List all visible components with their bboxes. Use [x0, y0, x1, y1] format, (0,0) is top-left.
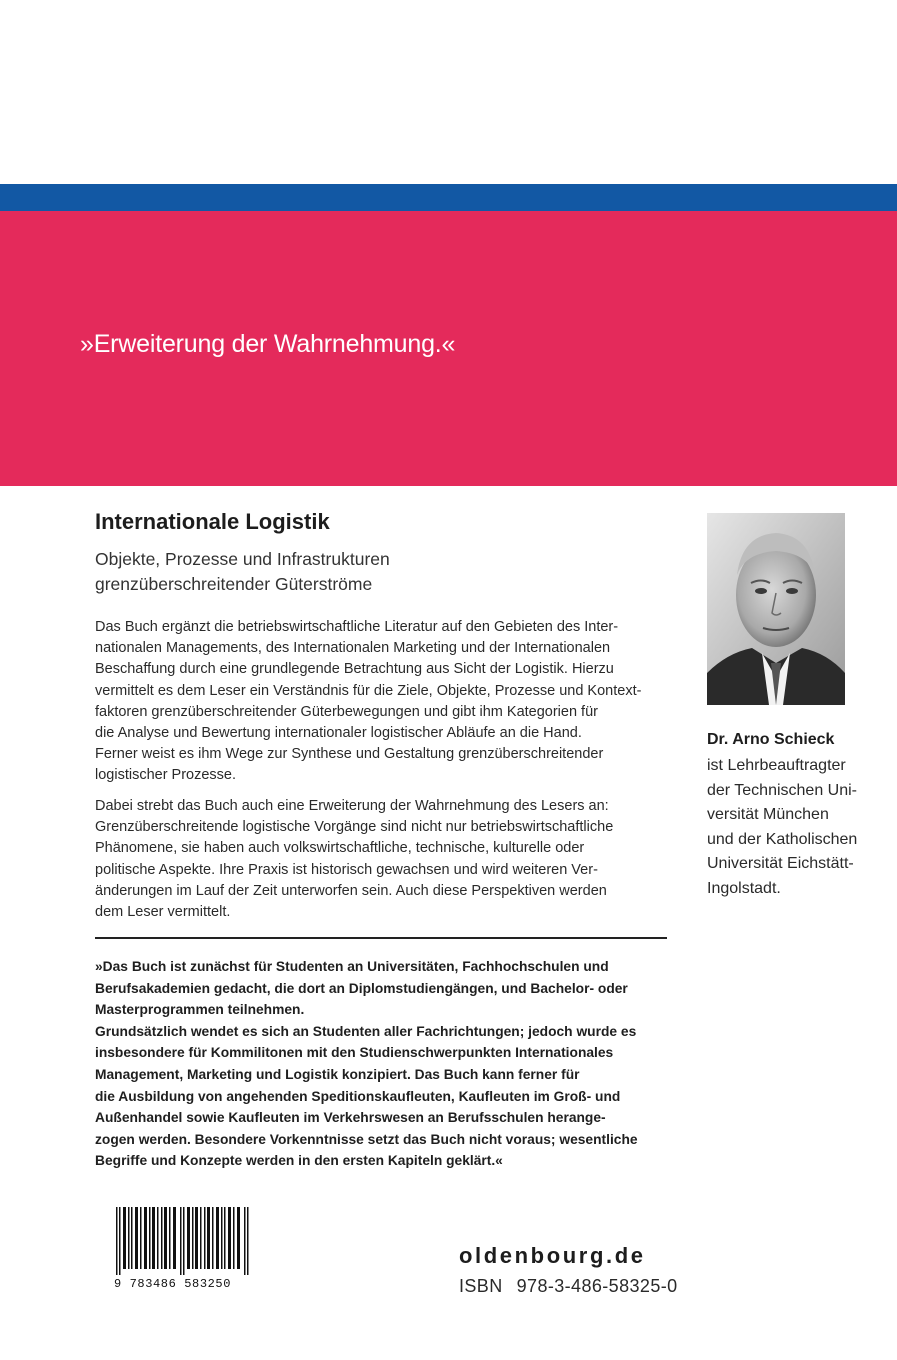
- quote-line: Berufsakademien gedacht, die dort an Diplomstudiengängen, und Bachelor- oder: [95, 980, 628, 996]
- description-paragraph-1: [95, 617, 670, 787]
- bio-line: versität München: [707, 806, 829, 823]
- quote-line: Begriffe und Konzepte werden in den ersten Kapiteln geklärt.«: [95, 1153, 503, 1169]
- author-name: Dr. Arno Schieck: [707, 731, 835, 748]
- isbn-barcode: [114, 1207, 252, 1293]
- quote-line: die Ausbildung von angehenden Speditionskaufleuten, Kaufleuten im Groß- und: [95, 1088, 621, 1104]
- text-line: Phänomene, sie haben auch volkswirtschaftliche, technische, kulturelle oder: [95, 840, 585, 857]
- text-line: Dabei strebt das Buch auch eine Erweiterung der Wahrnehmung des Lesers an:: [95, 798, 609, 814]
- author-photo-illustration: [707, 513, 845, 705]
- book-title: Internationale Logistik: [95, 509, 330, 534]
- quote-line: »Das Buch ist zunächst für Studenten an Universitäten, Fachhochschulen und: [95, 959, 609, 974]
- text-line: Ferner weist es ihm Wege zur Synthese und Gestaltung grenzüberschreitender: [95, 746, 604, 763]
- subtitle-line: grenzüberschreitender Güterströme: [95, 574, 373, 594]
- section-divider: [95, 937, 667, 939]
- publisher-website: oldenbourg.de: [459, 1243, 646, 1268]
- text-line: die Analyse und Bewertung internationaler logistischer Abläufe an die Hand.: [95, 725, 582, 742]
- text-line: vermittelt es dem Leser ein Verständnis für die Ziele, Objekte, Prozesse und Kontext-: [95, 682, 642, 699]
- barcode-bars: [114, 1207, 252, 1275]
- quote-line: Masterprogrammen teilnehmen.: [95, 1002, 305, 1018]
- text-line: logistischer Prozesse.: [95, 767, 237, 784]
- quote-line: Außenhandel sowie Kaufleuten im Verkehrswesen an Berufsschulen herange-: [95, 1110, 606, 1126]
- isbn-number: 978-3-486-58325-0: [516, 1276, 678, 1296]
- quote-line: Management, Marketing und Logistik konzipiert. Das Buch kann ferner für: [95, 1066, 580, 1082]
- barcode-digits: 9 783486 583250: [114, 1277, 232, 1291]
- bio-line: und der Katholischen: [707, 830, 858, 848]
- text-line: faktoren grenzüberschreitender Güterbewegungen und gibt ihm Kategorien für: [95, 703, 598, 720]
- bio-line: Ingolstadt.: [707, 879, 781, 897]
- author-bio: [707, 754, 887, 901]
- subtitle-line: Objekte, Prozesse und Infrastrukturen: [95, 549, 390, 569]
- book-subtitle: [95, 547, 655, 597]
- quote-line: insbesondere für Kommilitonen mit den Studienschwerpunkten Internationales: [95, 1045, 614, 1061]
- blue-stripe: [0, 184, 897, 211]
- text-line: Beschaffung durch eine grundlegende Betrachtung aus Sicht der Logistik. Hierzu: [95, 661, 614, 678]
- text-line: änderungen im Lauf der Zeit unterworfen sein. Auch diese Perspektiven werden: [95, 882, 607, 899]
- quote-line: Grundsätzlich wendet es sich an Studenten aller Fachrichtungen; jedoch wurde es: [95, 1023, 637, 1039]
- isbn-line: [459, 1276, 678, 1297]
- text-line: dem Leser vermittelt.: [95, 904, 231, 921]
- text-line: politische Aspekte. Ihre Praxis ist historisch gewachsen und wird weiteren Ver-: [95, 861, 598, 878]
- text-line: Das Buch ergänzt die betriebswirtschaftliche Literatur auf den Gebieten des Inter-: [95, 619, 619, 635]
- bio-line: ist Lehrbeauftragter: [707, 757, 846, 774]
- quote-line: zogen werden. Besondere Vorkenntnisse setzt das Buch nicht voraus; wesentliche: [95, 1131, 638, 1147]
- author-portrait: [707, 513, 845, 705]
- description-paragraph-2: [95, 796, 670, 923]
- bio-line: Universität Eichstätt-: [707, 855, 854, 872]
- bio-line: der Technischen Uni-: [707, 781, 858, 799]
- text-line: nationalen Managements, des Internationalen Marketing und der Internationalen: [95, 640, 611, 657]
- audience-quote: [95, 956, 670, 1172]
- isbn-label: ISBN: [459, 1276, 503, 1296]
- banner-quote: »Erweiterung der Wahrnehmung.«: [80, 330, 456, 358]
- text-line: Grenzüberschreitende logistische Vorgänge sind nicht nur betriebswirtschaftliche: [95, 819, 614, 836]
